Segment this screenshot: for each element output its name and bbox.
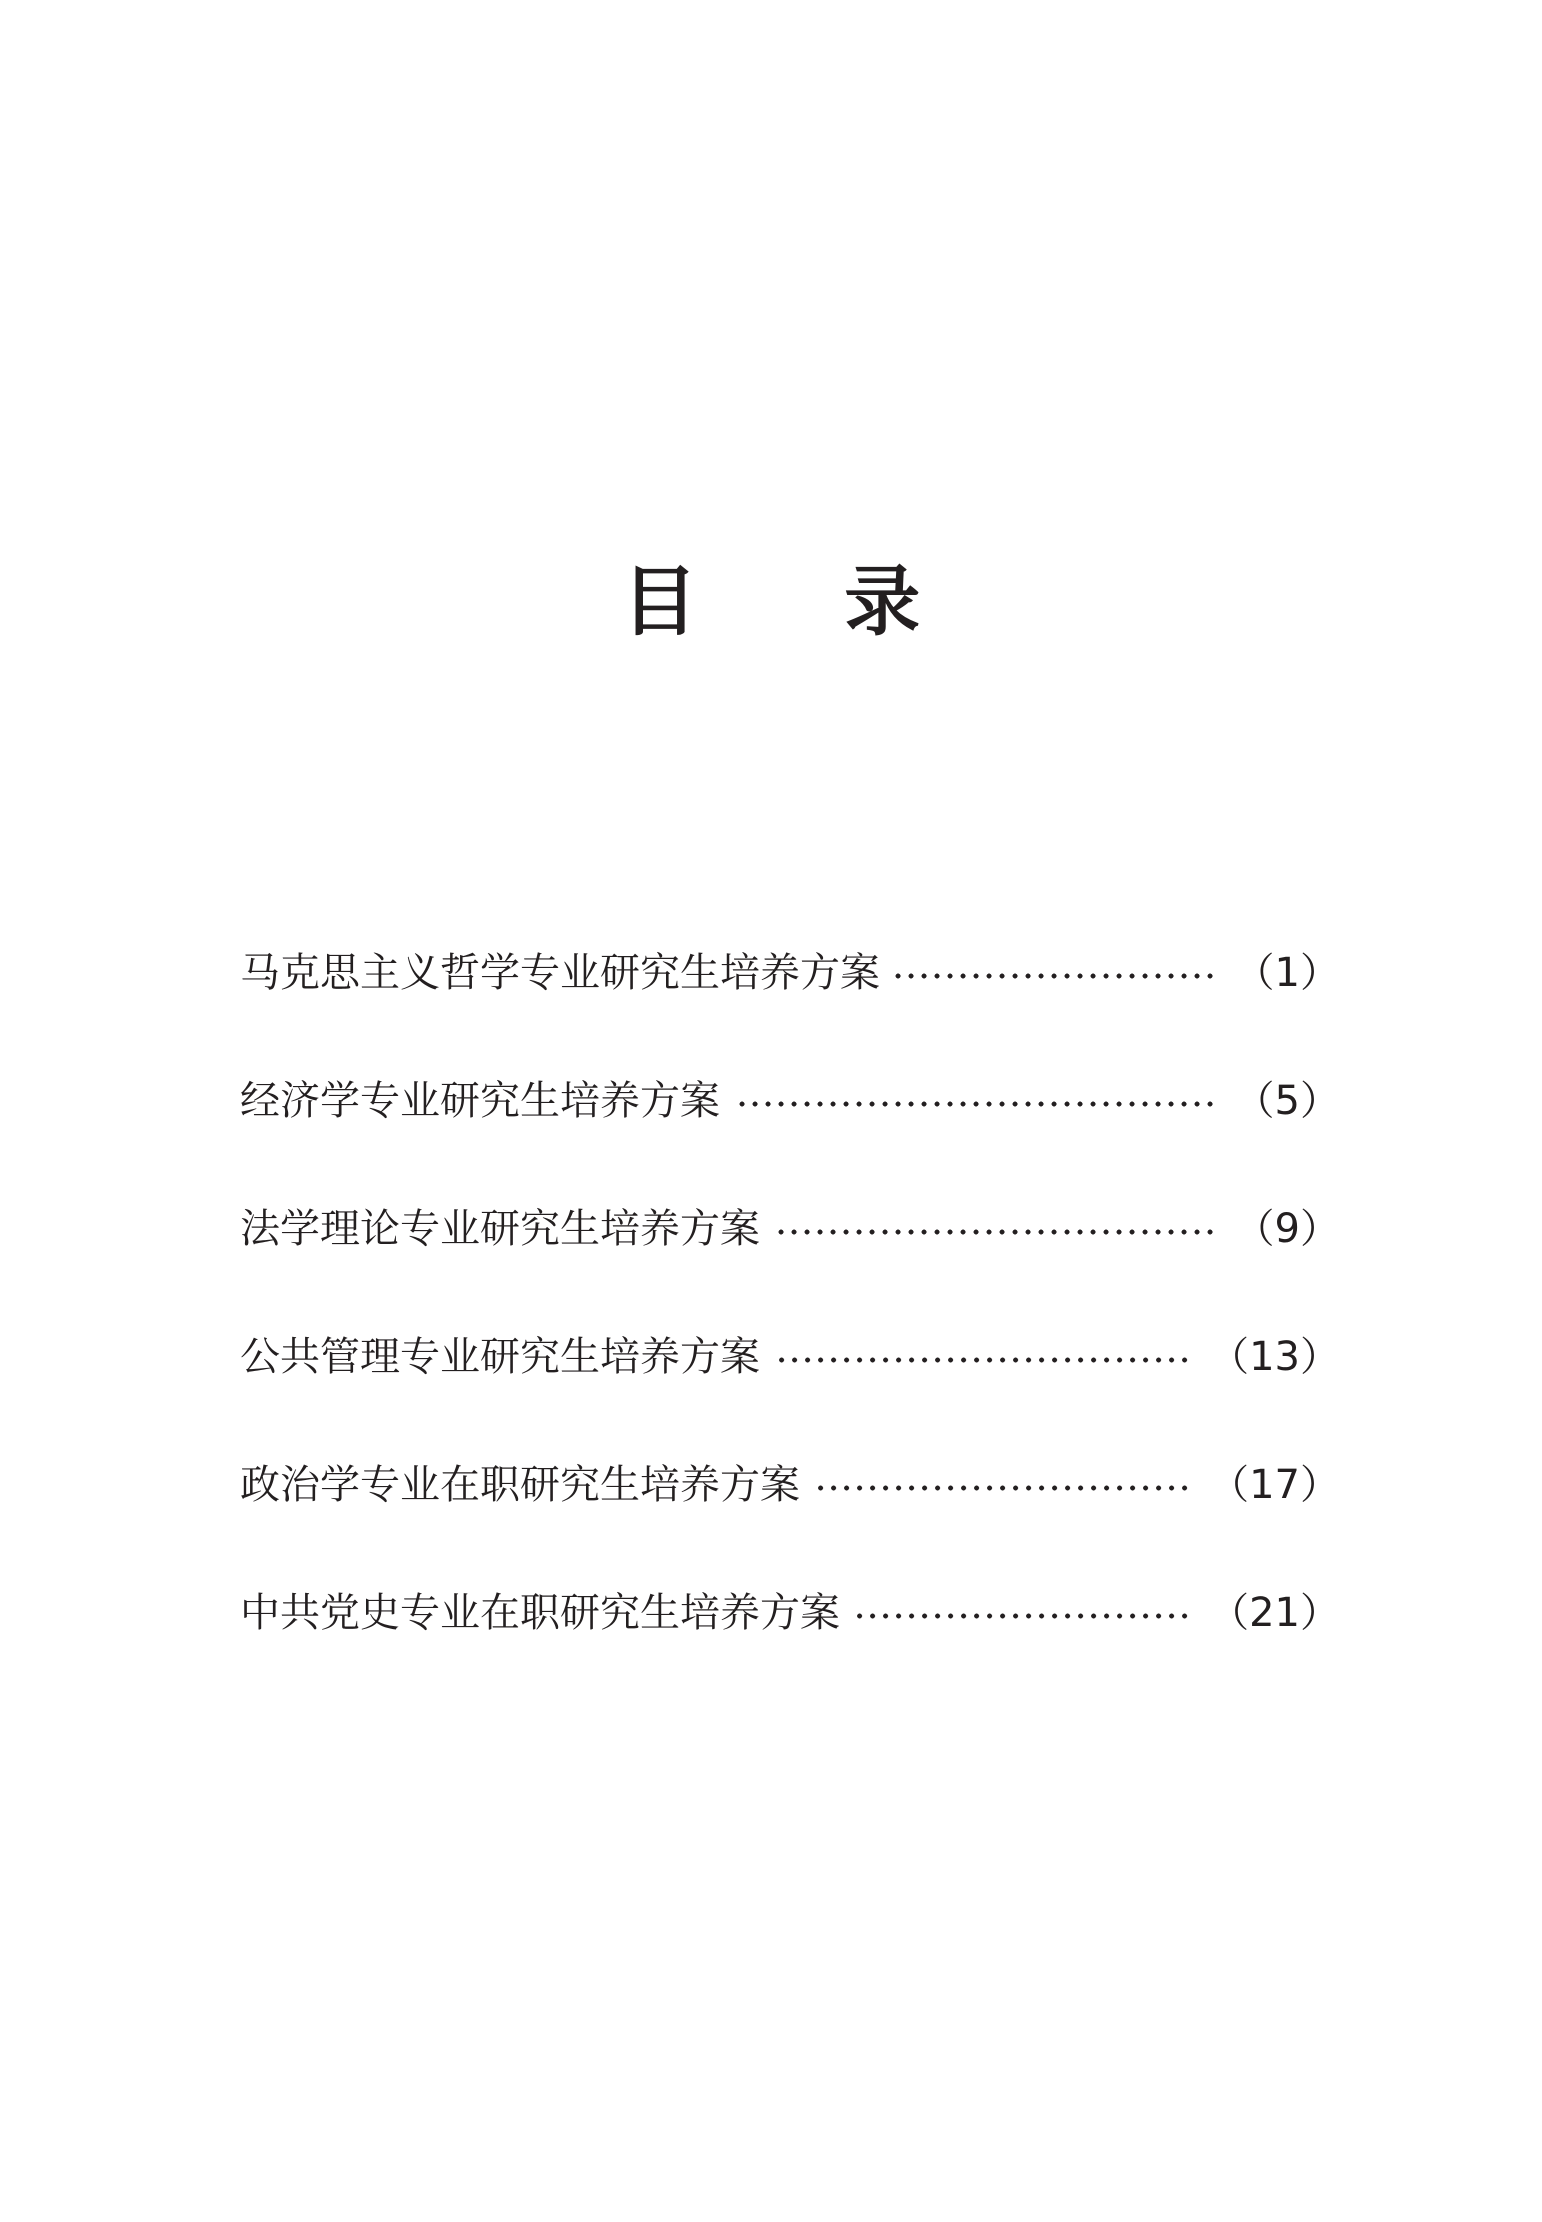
toc-entry-title: 马克思主义哲学专业研究生培养方案 [240,949,880,996]
toc-list [240,905,1340,1673]
dot-leader [732,1101,1217,1107]
toc-entry[interactable] [240,1417,1340,1545]
toc-entry-page-number: （5） [1234,1077,1340,1124]
toc-entry-title: 公共管理专业研究生培养方案 [240,1333,760,1380]
dot-leader [772,1229,1217,1235]
toc-heading: 目 录 [621,557,981,646]
toc-entry[interactable] [240,905,1340,1033]
toc-entry-page-number: （17） [1209,1461,1340,1508]
toc-entry-page-number: （1） [1234,949,1340,996]
toc-entry-page-number: （21） [1209,1589,1340,1636]
toc-entry-page-number: （9） [1234,1205,1340,1252]
toc-entry[interactable] [240,1545,1340,1673]
toc-entry-title: 中共党史专业在职研究生培养方案 [240,1589,840,1636]
dot-leader [772,1357,1191,1363]
toc-entry[interactable] [240,1289,1340,1417]
toc-entry[interactable] [240,1033,1340,1161]
dot-leader [812,1485,1191,1491]
dot-leader [852,1613,1191,1619]
toc-entry-page-number: （13） [1209,1333,1340,1380]
toc-entry[interactable] [240,1161,1340,1289]
toc-entry-title: 法学理论专业研究生培养方案 [240,1205,760,1252]
dot-leader [892,973,1217,979]
toc-entry-title: 经济学专业研究生培养方案 [240,1077,720,1124]
toc-entry-title: 政治学专业在职研究生培养方案 [240,1461,800,1508]
